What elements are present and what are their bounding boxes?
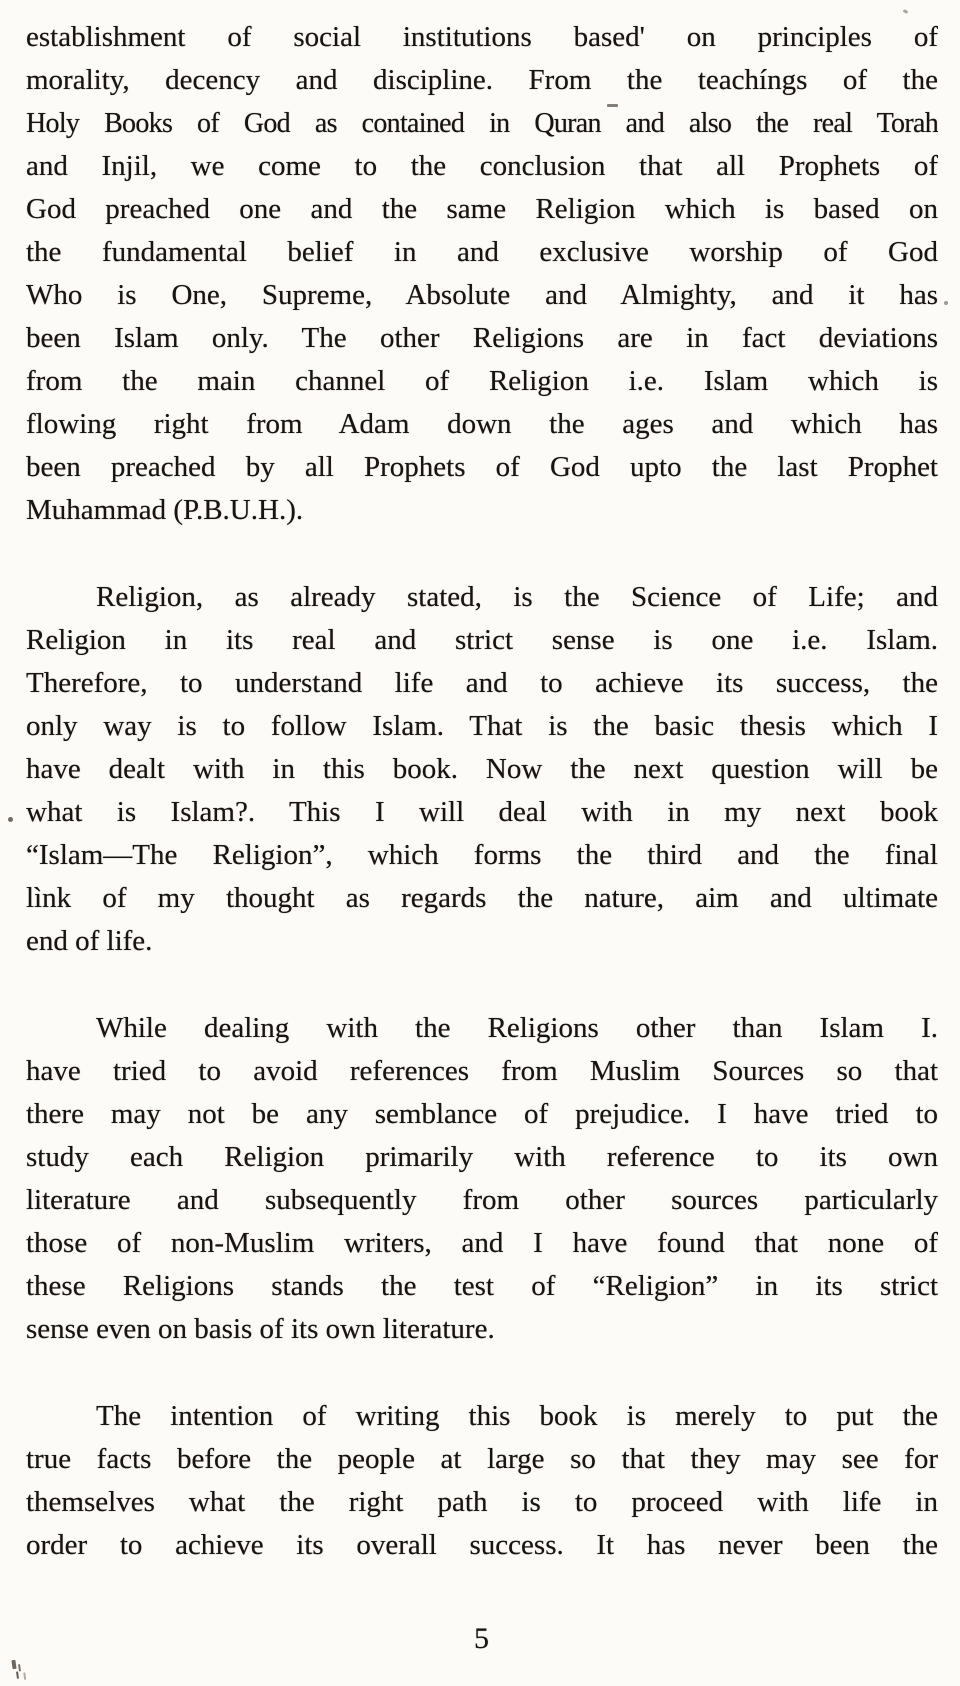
text-line: have tried to avoid references from Muslim Sources so that (26, 1055, 938, 1087)
text-line: been Islam only. The other Religions are in fact deviations (26, 322, 938, 354)
text-line: only way is to follow Islam. That is the basic thesis which I (26, 710, 938, 742)
text-line: “Islam—The Religion”, which forms the third and the final (26, 839, 938, 871)
text-line: flowing right from Adam down the ages and which has (26, 408, 938, 440)
text-line: sense even on basis of its own literature. (26, 1313, 495, 1345)
text-line: there may not be any semblance of prejudice. I have tried to (26, 1098, 938, 1130)
paragraph (26, 1395, 938, 1567)
paragraph (26, 16, 938, 532)
text-line: these Religions stands the test of “Religion” in its strict (26, 1270, 938, 1302)
text-line: Religion in its real and strict sense is one i.e. Islam. (26, 624, 938, 656)
ink-speck (944, 301, 948, 305)
text-line: those of non-Muslim writers, and I have found that none of (26, 1227, 938, 1259)
text-line: Therefore, to understand life and to achieve its success, the (26, 667, 938, 699)
text-line: been preached by all Prophets of God upto the last Prophet (26, 451, 938, 483)
text-line: literature and subsequently from other sources particularly (26, 1184, 938, 1216)
text-line: Muhammad (P.B.U.H.). (26, 494, 304, 526)
ink-speck (903, 9, 909, 14)
paragraph (26, 576, 938, 963)
ink-speck (607, 104, 618, 107)
text-line: God preached one and the same Religion which is based on (26, 193, 938, 225)
text-line: and Injil, we come to the conclusion that all Prophets of (26, 150, 938, 182)
text-line: end of life. (26, 925, 153, 957)
text-line: study each Religion primarily with reference to its own (26, 1141, 938, 1173)
text-line: themselves what the right path is to proceed with life in (26, 1486, 938, 1518)
text-line: morality, decency and discipline. From the teachíngs of the (26, 64, 938, 96)
text-line: from the main channel of Religion i.e. Islam which is (26, 365, 938, 397)
text-line: The intention of writing this book is merely to put the (96, 1400, 938, 1432)
text-line: lìnk of my thought as regards the nature, aim and ultimate (26, 882, 938, 914)
text-line: While dealing with the Religions other than Islam I. (96, 1012, 938, 1044)
paragraph (26, 1007, 938, 1351)
text-line: true facts before the people at large so that they may see for (26, 1443, 938, 1475)
text-line: what is Islam?. This I will deal with in my next book (26, 796, 938, 828)
text-line: have dealt with in this book. Now the next question will be (26, 753, 938, 785)
text-line: Who is One, Supreme, Absolute and Almighty, and it has (26, 279, 938, 311)
page-number: 5 (474, 1622, 490, 1655)
text-line: Religion, as already stated, is the Science of Life; and (96, 581, 938, 613)
ink-speck (8, 817, 13, 822)
text-line: order to achieve its overall success. It has never been the (26, 1529, 938, 1561)
text-line: establishment of social institutions based' on principles of (26, 21, 938, 53)
text-line: Holy Books of God as contained in Quran and also the real Torah (26, 108, 938, 139)
ink-smudge (11, 1660, 16, 1669)
text-line: the fundamental belief in and exclusive worship of God (26, 236, 938, 268)
